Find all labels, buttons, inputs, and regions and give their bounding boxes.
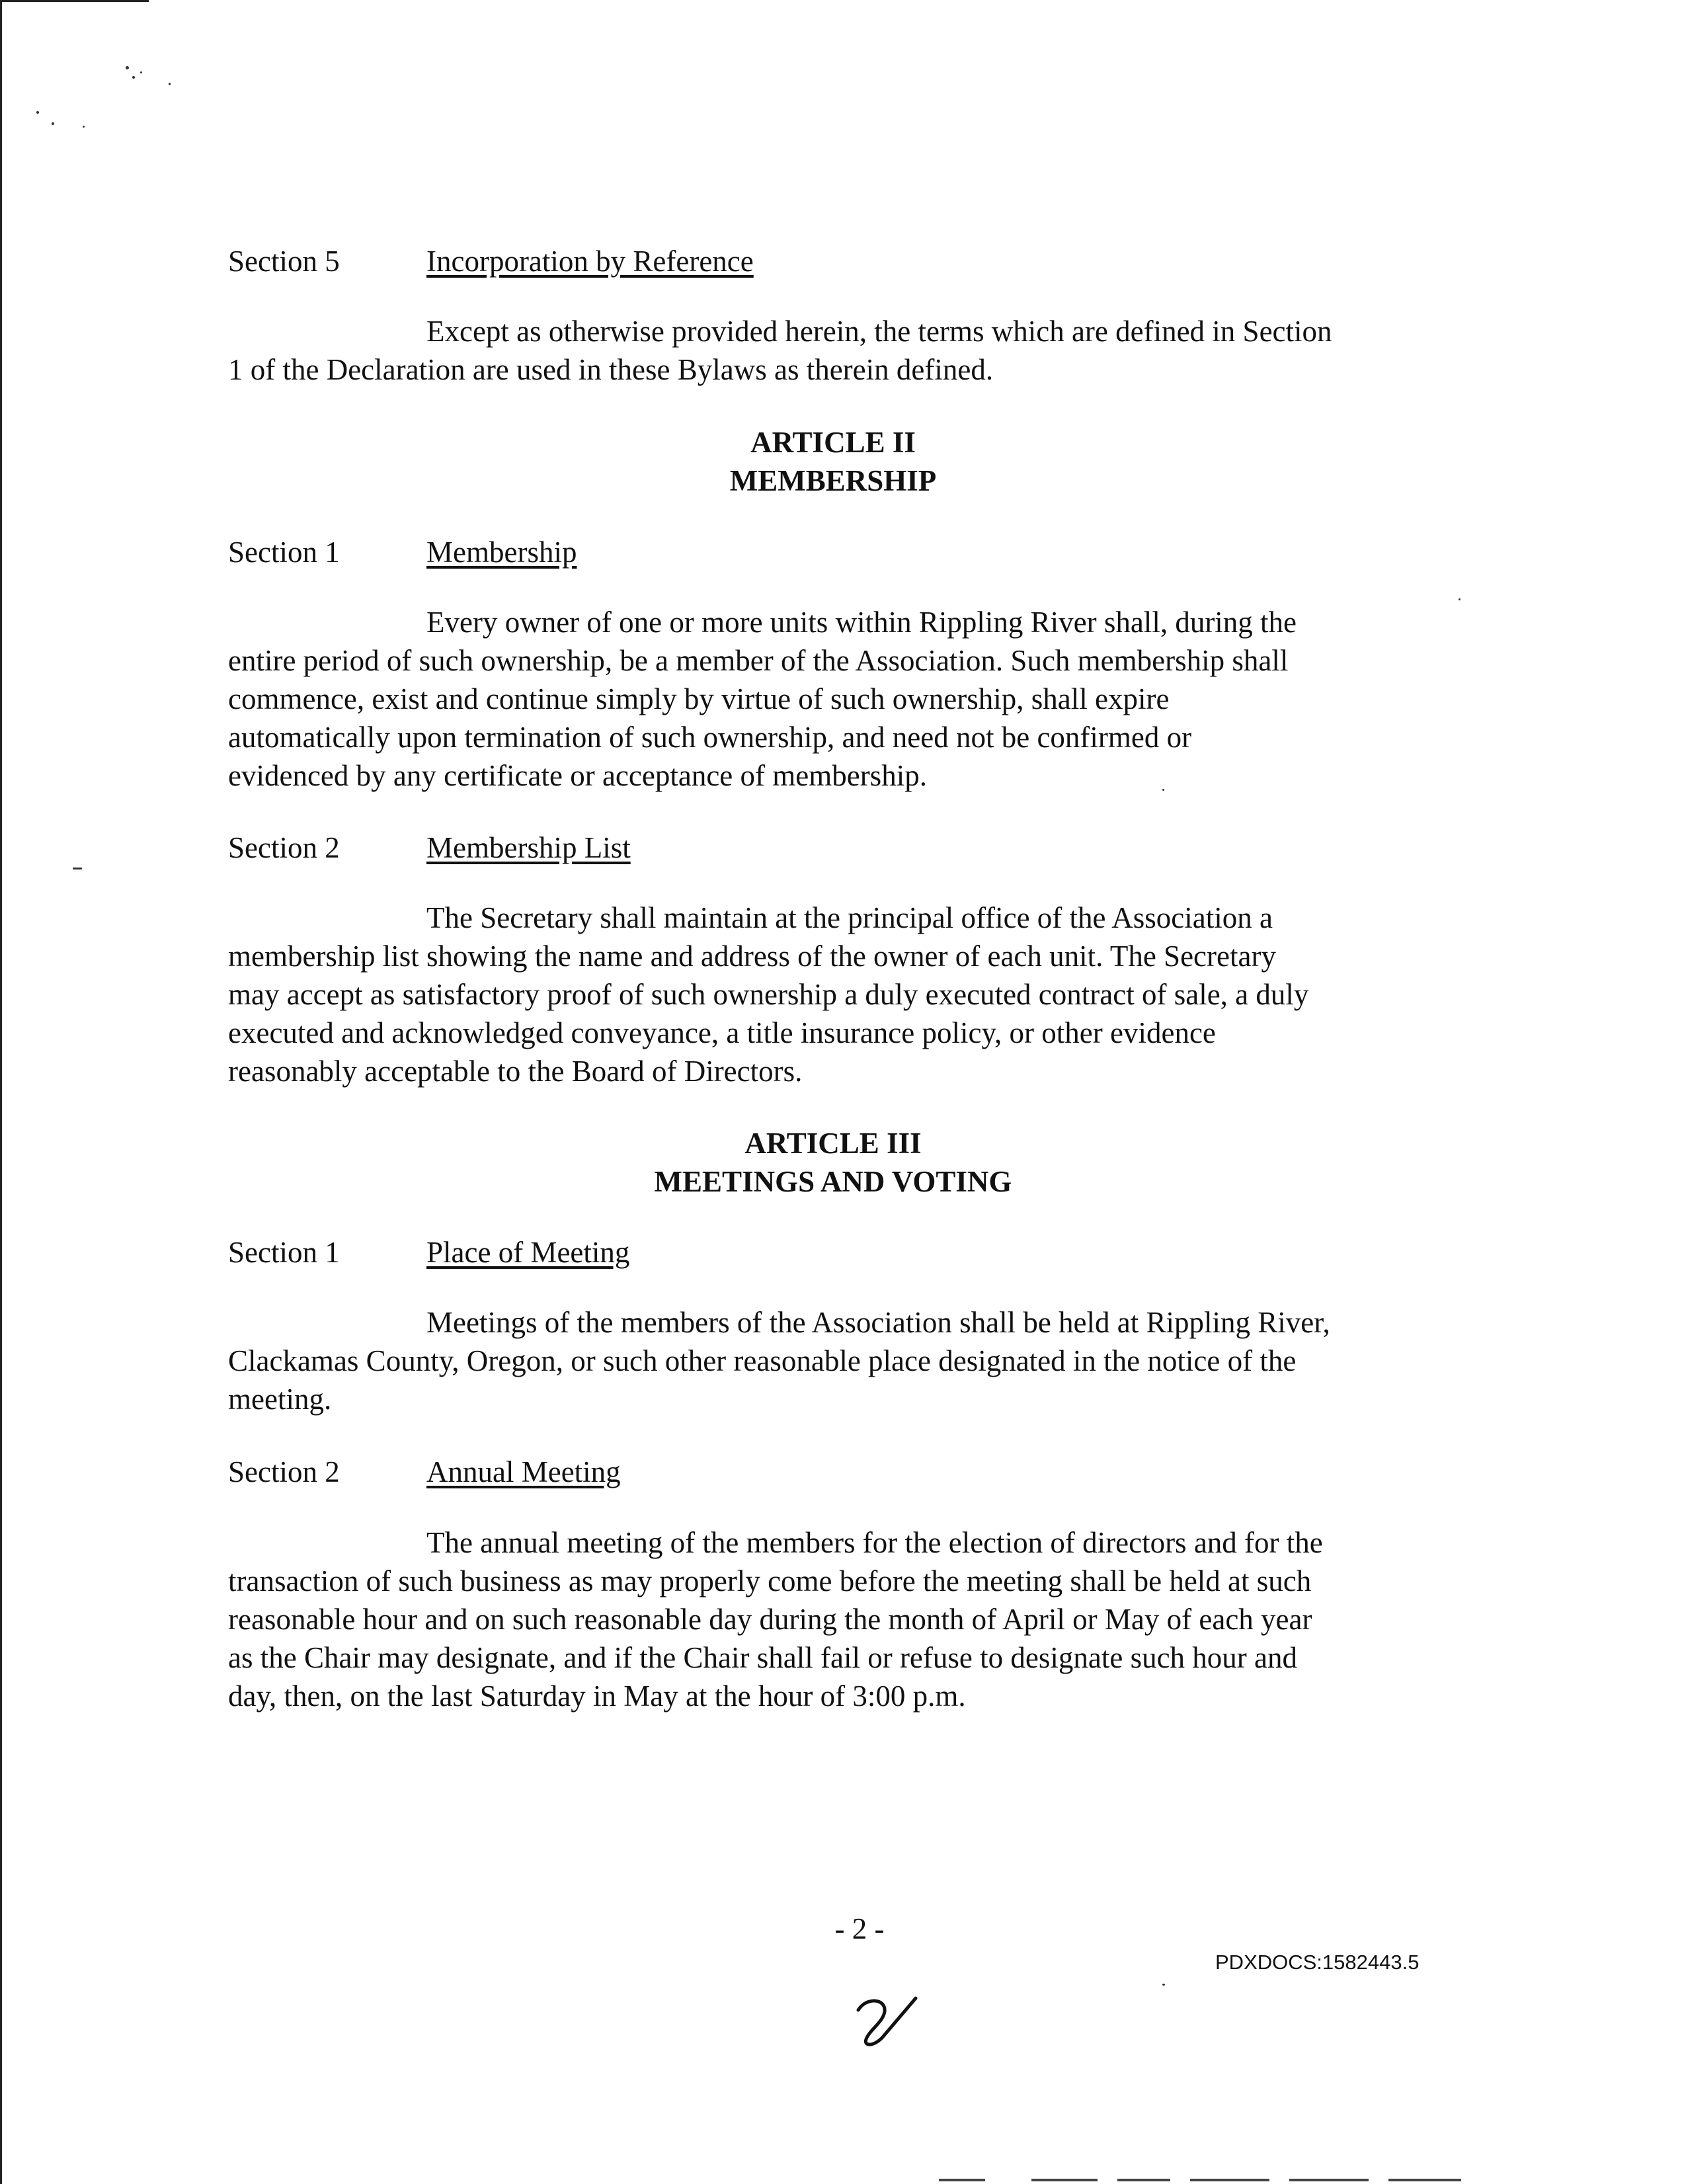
scan-speck xyxy=(140,71,142,73)
article-2-heading xyxy=(228,423,1438,500)
article-3-title: MEETINGS AND VOTING xyxy=(654,1165,1012,1198)
paragraph-line: executed and acknowledged conveyance, a title insurance policy, or other evidence xyxy=(228,1016,1216,1049)
scan-edge-top xyxy=(0,0,149,2)
article-3-section-1-paragraph xyxy=(228,1303,1438,1418)
section-5-paragraph xyxy=(228,312,1438,389)
section-5-label: Section 5 xyxy=(228,245,340,278)
article-3-number: ARTICLE III xyxy=(744,1127,922,1160)
paragraph-line: automatically upon termination of such ownership, and need not be confirmed or xyxy=(228,721,1192,754)
scan-speck xyxy=(1162,1984,1165,1986)
scan-speck xyxy=(36,111,39,114)
article-2-section-2-title: Membership List xyxy=(426,831,631,864)
article-2-section-1-label: Section 1 xyxy=(228,536,340,569)
scan-dash xyxy=(1117,2179,1170,2181)
paragraph-line: reasonable hour and on such reasonable day during the month of April or May of each year xyxy=(228,1603,1312,1636)
article-2-section-2-label: Section 2 xyxy=(228,831,340,864)
paragraph-line: reasonably acceptable to the Board of Directors. xyxy=(228,1055,803,1088)
article-2-section-1-paragraph xyxy=(228,603,1438,795)
scan-dash xyxy=(939,2179,985,2181)
paragraph-line: Meetings of the members of the Association shall be held at Rippling River, xyxy=(426,1306,1330,1339)
article-3-section-2-paragraph xyxy=(228,1523,1438,1715)
paragraph-line: Every owner of one or more units within Rippling River shall, during the xyxy=(426,606,1297,639)
scan-speck xyxy=(126,66,129,69)
page-number: - 2 - xyxy=(834,1912,885,1945)
scan-speck xyxy=(1459,598,1461,600)
scan-speck xyxy=(132,76,135,79)
paragraph-line: evidenced by any certificate or acceptance of membership. xyxy=(228,759,927,792)
paragraph-line: may accept as satisfactory proof of such ownership a duly executed contract of sale, a duly xyxy=(228,978,1309,1011)
paragraph-line: The annual meeting of the members for the election of directors and for the xyxy=(426,1526,1323,1559)
scan-dash xyxy=(1289,2179,1369,2181)
scan-dash xyxy=(1190,2179,1269,2181)
paragraph-line: membership list showing the name and address of the owner of each unit. The Secretary xyxy=(228,940,1276,973)
paragraph-line: entire period of such ownership, be a member of the Association. Such membership shall xyxy=(228,644,1289,677)
article-3-section-2-title: Annual Meeting xyxy=(426,1455,621,1488)
paragraph-line: as the Chair may designate, and if the Chair shall fail or refuse to designate such hour and xyxy=(228,1641,1298,1674)
handwritten-initial-icon xyxy=(853,1990,926,2050)
scan-dash xyxy=(1031,2179,1098,2181)
scan-speck xyxy=(73,868,82,870)
article-3-section-1-title: Place of Meeting xyxy=(426,1236,630,1269)
section-5-title: Incorporation by Reference xyxy=(426,245,754,278)
paragraph-line: Clackamas County, Oregon, or such other reasonable place designated in the notice of the xyxy=(228,1344,1297,1377)
document-id: PDXDOCS:1582443.5 xyxy=(1215,1951,1420,1974)
paragraph-line: commence, exist and continue simply by virtue of such ownership, shall expire xyxy=(228,682,1170,715)
paragraph-line: 1 of the Declaration are used in these Bylaws as therein defined. xyxy=(228,353,994,386)
scan-speck xyxy=(52,122,54,125)
paragraph-line: Except as otherwise provided herein, the terms which are defined in Section xyxy=(426,315,1332,348)
paragraph-line: The Secretary shall maintain at the principal office of the Association a xyxy=(426,901,1273,934)
article-2-section-2-paragraph xyxy=(228,899,1438,1090)
scan-edge-left xyxy=(0,0,2,2184)
article-2-section-1-title: Membership xyxy=(426,536,577,569)
scan-speck xyxy=(83,126,85,128)
article-2-title: MEMBERSHIP xyxy=(729,464,937,497)
article-3-heading xyxy=(228,1124,1438,1201)
article-3-section-2-label: Section 2 xyxy=(228,1455,340,1488)
article-3-section-1-label: Section 1 xyxy=(228,1236,340,1269)
paragraph-line: transaction of such business as may properly come before the meeting shall be held at such xyxy=(228,1564,1312,1598)
paragraph-line: meeting. xyxy=(228,1383,332,1416)
scan-speck xyxy=(169,83,171,85)
article-2-number: ARTICLE II xyxy=(750,426,916,459)
paragraph-line: day, then, on the last Saturday in May at the hour of 3:00 p.m. xyxy=(228,1679,966,1713)
scan-dash xyxy=(1388,2179,1461,2181)
